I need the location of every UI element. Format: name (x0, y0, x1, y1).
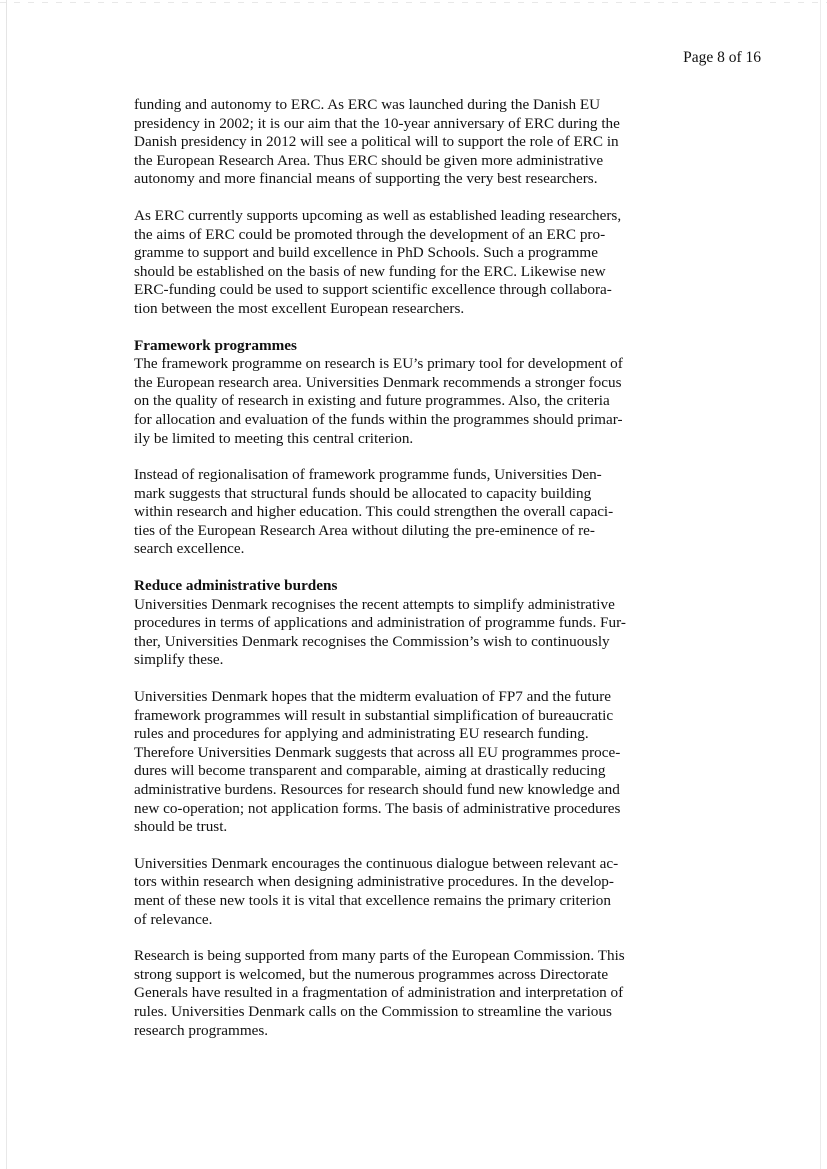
text-line: Universities Denmark recognises the recent attempts to simplify administrative (134, 595, 615, 613)
text-line: procedures in terms of applications and administration of programme funds. Fur- (134, 614, 626, 632)
text-line: Universities Denmark hopes that the midterm evaluation of FP7 and the future (134, 688, 612, 706)
text-line: rules. Universities Denmark calls on the Commission to streamline the various (134, 1002, 612, 1020)
text-line: should be established on the basis of new funding for the ERC. Likewise new (134, 262, 606, 280)
text-line: of relevance. (134, 910, 213, 928)
text-line: tors within research when designing administrative procedures. In the develop- (134, 873, 614, 891)
section-heading: Reduce administrative burdens (134, 577, 338, 595)
text-line: framework programmes will result in substantial simplification of bureaucratic (134, 706, 614, 724)
text-line: presidency in 2002; it is our aim that the 10-year anniversary of ERC during the (134, 114, 620, 132)
text-line: new co-operation; not application forms. The basis of administrative procedures (134, 799, 621, 817)
text-line: rules and procedures for applying and administrating EU research funding. (134, 725, 589, 743)
text-line: Therefore Universities Denmark suggests that across all EU programmes proce- (134, 743, 621, 761)
text-line: ily be limited to meeting this central criterion. (134, 429, 414, 447)
text-line: tion between the most excellent European researchers. (134, 299, 465, 317)
section-reduce-administrative-burdens (134, 577, 654, 670)
paragraph-midterm-evaluation (134, 688, 654, 837)
text-line: the European research area. Universities Denmark recommends a stronger focus (134, 373, 622, 391)
text-line: Research is being supported from many parts of the European Commission. This (134, 947, 625, 965)
text-line: strong support is welcomed, but the numerous programmes across Directorate (134, 965, 609, 983)
paragraph-continuous-dialogue (134, 855, 654, 929)
text-line: Generals have resulted in a fragmentation of administration and interpretation of (134, 984, 624, 1002)
text-line: ther, Universities Denmark recognises the Commission’s wish to continuously (134, 632, 610, 650)
scan-edge-top (0, 2, 827, 3)
text-line: should be trust. (134, 818, 228, 836)
text-line: Instead of regionalisation of framework programme funds, Universities Den- (134, 466, 602, 484)
text-line: gramme to support and build excellence in PhD Schools. Such a programme (134, 244, 598, 262)
text-line: Universities Denmark encourages the continuous dialogue between relevant ac- (134, 854, 619, 872)
paragraph-streamline-programmes (134, 947, 654, 1040)
text-line: As ERC currently supports upcoming as well as established leading researchers, (134, 206, 622, 224)
text-line: the aims of ERC could be promoted through the development of an ERC pro- (134, 225, 606, 243)
text-line: administrative burdens. Resources for research should fund new knowledge and (134, 781, 620, 798)
section-framework-programmes (134, 337, 654, 449)
scan-edge-left (6, 0, 7, 1169)
text-line: ERC-funding could be used to support scientific excellence through collabora- (134, 281, 612, 299)
paragraph-erc-funding (134, 96, 654, 189)
document-body (134, 96, 654, 1058)
text-line: Danish presidency in 2012 will see a political will to support the role of ERC in (134, 133, 619, 151)
text-line: The framework programme on research is EU’s primary tool for development of (134, 355, 623, 373)
page-number: Page 8 of 16 (683, 49, 761, 66)
scan-edge-right (820, 0, 821, 1169)
text-line: within research and higher education. This could strengthen the overall capaci- (134, 503, 614, 521)
section-heading: Framework programmes (134, 336, 297, 354)
text-line: autonomy and more financial means of supporting the very best researchers. (134, 170, 598, 188)
text-line: search excellence. (134, 540, 245, 558)
text-line: for allocation and evaluation of the funds within the programmes should primar- (134, 410, 623, 428)
text-line: simplify these. (134, 651, 224, 669)
text-line: on the quality of research in existing and future programmes. Also, the criteria (134, 392, 610, 410)
text-line: ties of the European Research Area without diluting the pre-eminence of re- (134, 521, 595, 539)
text-line: dures will become transparent and comparable, aiming at drastically reducing (134, 762, 606, 780)
text-line: funding and autonomy to ERC. As ERC was launched during the Danish EU (134, 96, 601, 113)
text-line: ment of these new tools it is vital that excellence remains the primary criterion (134, 891, 611, 909)
text-line: research programmes. (134, 1021, 269, 1039)
paragraph-erc-phd (134, 207, 654, 319)
paragraph-regionalisation (134, 466, 654, 559)
text-line: mark suggests that structural funds should be allocated to capacity building (134, 484, 592, 502)
text-line: the European Research Area. Thus ERC should be given more administrative (134, 151, 604, 169)
